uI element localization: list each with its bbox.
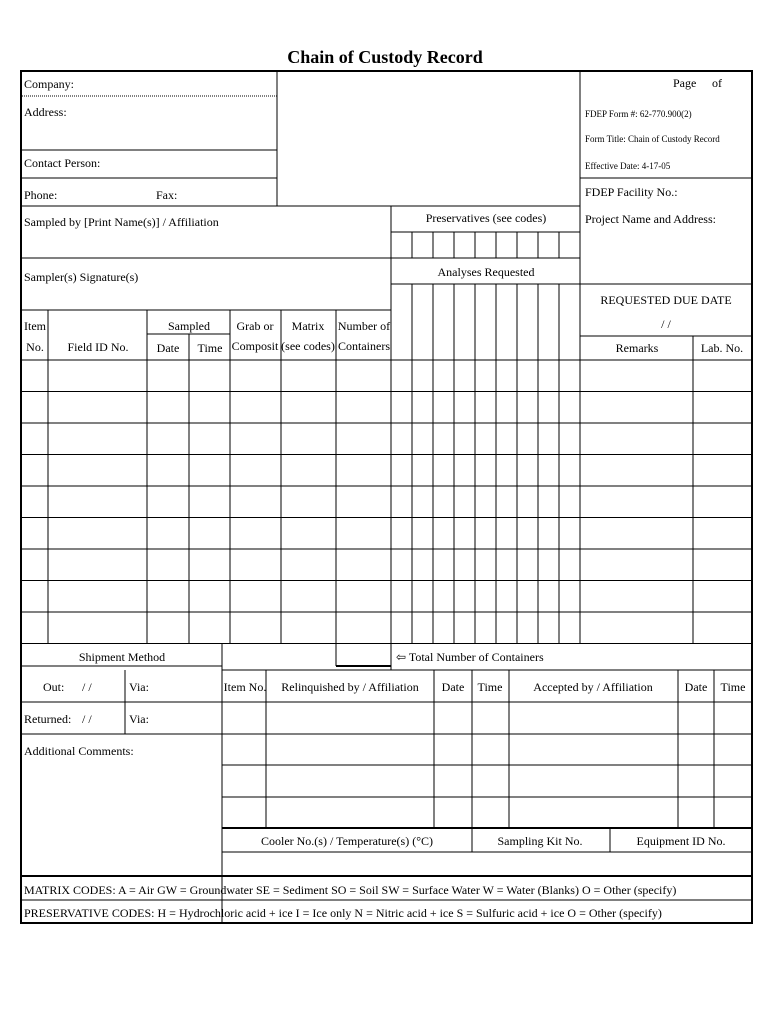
facility-number-label: FDEP Facility No.:: [585, 185, 678, 199]
remarks-header: Remarks: [615, 341, 659, 355]
grab-header-line1: Grab or: [236, 319, 274, 333]
out-label: Out:: [43, 680, 65, 694]
shipment-method-label: Shipment Method: [78, 650, 166, 664]
address-label: Address:: [24, 105, 67, 119]
page-of-label: of: [712, 76, 722, 90]
fdep-form-number: FDEP Form #: 62-770.900(2): [585, 109, 692, 119]
page-label: Page: [673, 76, 697, 90]
accepted-header: Accepted by / Affiliation: [533, 680, 653, 694]
sampling-kit-label: Sampling Kit No.: [497, 834, 583, 848]
relinquished-date-header: Date: [441, 680, 465, 694]
returned-via-label: Via:: [129, 712, 149, 726]
matrix-codes-line: MATRIX CODES: A = Air GW = Groundwater SE = Sediment SO = Soil SW = Surface Water W = Water (Blanks) O = Other (specify): [24, 883, 677, 897]
containers-header-line1: Number of: [337, 319, 391, 333]
containers-header-line2: Containers: [338, 339, 390, 353]
accepted-time-header: Time: [720, 680, 746, 694]
item-header-line1: Item: [24, 319, 46, 333]
contact-person-label: Contact Person:: [24, 156, 101, 170]
due-date-slashes: / /: [661, 317, 671, 331]
preservative-codes-line: PRESERVATIVE CODES: H = Hydrochloric acid + ice I = Ice only N = Nitric acid + ice S = Sulfuric acid + ice O = Other (specify): [24, 906, 662, 920]
grab-header-line2: Composit: [231, 339, 279, 353]
lab-no-header: Lab. No.: [700, 341, 744, 355]
relinquished-time-header: Time: [477, 680, 503, 694]
matrix-header-line2: (see codes): [281, 339, 335, 353]
page-title: Chain of Custody Record: [287, 47, 483, 67]
out-date-slashes: / /: [82, 680, 92, 694]
sampled-time-header: Time: [197, 341, 223, 355]
effective-date: Effective Date: 4-17-05: [585, 161, 671, 171]
field-id-header: Field ID No.: [67, 340, 129, 354]
returned-date-slashes: / /: [82, 712, 92, 726]
requested-due-date-label: REQUESTED DUE DATE: [600, 293, 732, 307]
sampler-signature-label: Sampler(s) Signature(s): [24, 270, 139, 284]
sampled-date-header: Date: [156, 341, 180, 355]
cooler-temperature-label: Cooler No.(s) / Temperature(s) (°C): [260, 834, 434, 848]
fax-label: Fax:: [156, 188, 178, 202]
out-via-label: Via:: [129, 680, 149, 694]
equipment-id-label: Equipment ID No.: [636, 834, 726, 848]
additional-comments-label: Additional Comments:: [24, 744, 134, 758]
item-header-line2: No.: [26, 340, 44, 354]
relinquished-header: Relinquished by / Affiliation: [281, 680, 419, 694]
project-name-label: Project Name and Address:: [585, 212, 716, 226]
phone-label: Phone:: [24, 188, 58, 202]
analyses-requested-label: Analyses Requested: [437, 265, 535, 279]
custody-item-no-header: Item No.: [223, 680, 267, 694]
total-containers-label: ⇦ Total Number of Containers: [396, 650, 544, 664]
sampled-header: Sampled: [168, 319, 210, 333]
sampled-by-label: Sampled by [Print Name(s)] / Affiliation: [24, 215, 219, 229]
matrix-header-line1: Matrix: [291, 319, 325, 333]
form-title-line: Form Title: Chain of Custody Record: [585, 134, 720, 144]
returned-label: Returned:: [24, 712, 72, 726]
company-label: Company:: [24, 77, 74, 91]
preservatives-label: Preservatives (see codes): [425, 211, 547, 225]
accepted-date-header: Date: [684, 680, 708, 694]
